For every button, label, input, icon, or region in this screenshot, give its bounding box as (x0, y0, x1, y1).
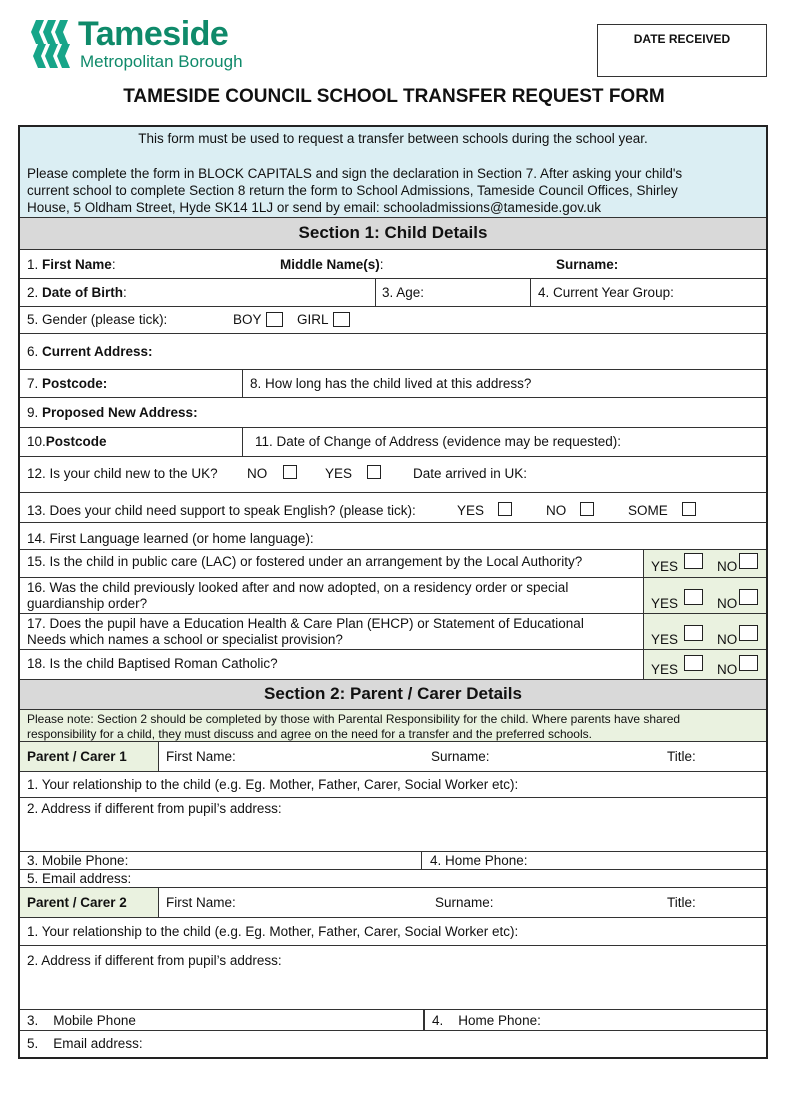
section2-title: Section 2: Parent / Carer Details (264, 684, 522, 703)
q17-no-checkbox[interactable] (739, 625, 758, 641)
q16-yes-checkbox[interactable] (684, 589, 703, 605)
intro-line-3: current school to complete Section 8 return the form to School Admissions, Tameside Council Offices, Shirley (27, 183, 678, 198)
q9-number: 9. (27, 405, 39, 420)
row-ehcp (20, 614, 766, 650)
q16-yes-label: YES (651, 596, 679, 611)
middle-name-colon: : (379, 257, 384, 272)
q13-no-checkbox[interactable] (580, 502, 594, 516)
q2-number: 2. (27, 285, 39, 300)
row-current-address[interactable] (20, 334, 766, 370)
carer2-relationship-label: 1. Your relationship to the child (e.g. Eg. Mother, Father, Carer, Social Worker etc): (27, 924, 519, 939)
current-address-label: Current Address: (42, 344, 153, 359)
carer1-relationship-row[interactable] (20, 772, 766, 798)
how-long-label: 8. How long has the child lived at this address? (250, 376, 532, 391)
proposed-address-label: Proposed New Address: (42, 405, 198, 420)
intro-line-2: Please complete the form in BLOCK CAPITALS and sign the declaration in Section 7. After asking your child's (27, 166, 683, 181)
date-arrived-label: Date arrived in UK: (413, 466, 528, 481)
carer1-surname-label: Surname: (431, 749, 490, 764)
carer1-mobile-label: 3. Mobile Phone: (27, 853, 129, 868)
intro-line-4: House, 5 Oldham Street, Hyde SK14 1LJ or send by email: schooladmissions@tameside.gov.uk (27, 200, 601, 215)
carer1-home-cell[interactable] (421, 852, 766, 869)
q13-yes-label: YES (457, 503, 485, 518)
carer1-address-label: 2. Address if different from pupil’s address: (27, 801, 282, 816)
first-name-label: First Name (42, 257, 112, 272)
boy-checkbox[interactable] (266, 312, 283, 327)
section1-heading (20, 218, 766, 250)
carer1-address-row[interactable] (20, 798, 766, 852)
q13-some-checkbox[interactable] (682, 502, 696, 516)
carer2-surname-label: Surname: (435, 895, 494, 910)
q12-no-label: NO (247, 466, 268, 481)
carer1-name-row (20, 742, 766, 772)
carer2-mobile-number: 3. (27, 1013, 39, 1028)
date-received-box (597, 24, 767, 77)
q12-yes-checkbox[interactable] (367, 465, 381, 479)
carer1-label-cell (20, 742, 158, 771)
section1-title: Section 1: Child Details (298, 223, 488, 242)
carer1-phone-row (20, 852, 766, 870)
carer1-email-row[interactable] (20, 870, 766, 888)
q12-yes-label: YES (325, 466, 353, 481)
year-group-label: 4. Current Year Group: (538, 285, 674, 300)
q14-label: 14. First Language learned (or home language): (27, 531, 314, 546)
row-lac (20, 550, 766, 578)
carer2-home-cell[interactable] (423, 1010, 766, 1030)
dob-label: Date of Birth (42, 285, 124, 300)
carer2-email-number: 5. (27, 1036, 39, 1051)
row-proposed-address[interactable] (20, 398, 766, 428)
q18-yes-checkbox[interactable] (684, 655, 703, 671)
q18-yes-no (643, 650, 766, 679)
carer2-phone-row (20, 1010, 766, 1031)
q13-some-label: SOME (628, 503, 668, 518)
gender-label: 5. Gender (please tick): (27, 312, 168, 327)
q1-number: 1. (27, 257, 39, 272)
note-line-1: Please note: Section 2 should be completed by those with Parental Responsibility for the child. Where parents have shared (27, 712, 681, 726)
q16-no-label: NO (717, 596, 738, 611)
q17-line-2: Needs which names a school or specialist provision? (27, 632, 343, 647)
carer2-name-fields[interactable] (158, 888, 766, 917)
new-postcode-label: Postcode (45, 434, 107, 449)
q15-no-label: NO (717, 559, 738, 574)
q10-number: 10. (27, 434, 46, 449)
q18-no-label: NO (717, 662, 738, 677)
q18-no-checkbox[interactable] (739, 655, 758, 671)
logo-subtitle: Metropolitan Borough (80, 52, 243, 71)
q15-yes-checkbox[interactable] (684, 553, 703, 569)
q15-label: 15. Is the child in public care (LAC) or fostered under an arrangement by the Local Authority? (27, 554, 583, 569)
postcode-label: Postcode: (42, 376, 108, 391)
date-received-label: DATE RECEIVED (633, 32, 731, 46)
q15-yes-label: YES (651, 559, 679, 574)
row-new-to-uk (20, 457, 766, 493)
transfer-form (18, 125, 768, 1059)
carer2-address-label: 2. Address if different from pupil’s address: (27, 953, 282, 968)
q18-yes-label: YES (651, 662, 679, 677)
row-postcode (20, 370, 766, 398)
q16-yes-no (643, 578, 766, 613)
carer2-label: Parent / Carer 2 (27, 895, 127, 910)
row-english-support (20, 493, 766, 523)
carer1-label: Parent / Carer 1 (27, 749, 127, 764)
q16-line-1: 16. Was the child previously looked after and now adopted, on a residency order or special (27, 580, 569, 595)
q17-yes-no (643, 614, 766, 649)
row-catholic (20, 650, 766, 680)
intro-line-1: This form must be used to request a transfer between schools during the school year. (138, 131, 648, 146)
carer2-relationship-row[interactable] (20, 918, 766, 946)
q17-yes-label: YES (651, 632, 679, 647)
carer2-name-row (20, 888, 766, 918)
age-label: 3. Age: (382, 285, 425, 300)
section2-heading (20, 680, 766, 710)
carer2-home-number: 4. (432, 1013, 444, 1028)
girl-label: GIRL (297, 312, 329, 327)
q17-yes-checkbox[interactable] (684, 625, 703, 641)
row-gender (20, 307, 766, 334)
date-change-label: 11. Date of Change of Address (evidence may be requested): (255, 434, 621, 449)
carer1-home-label: 4. Home Phone: (430, 853, 528, 868)
q12-no-checkbox[interactable] (283, 465, 297, 479)
carer2-first-name-label: First Name: (166, 895, 236, 910)
note-line-2: responsibility for a child, they must discuss and agree on the need for a transfer and the preferred schools. (27, 727, 592, 741)
year-group-cell[interactable] (530, 279, 766, 306)
intro-block (20, 127, 766, 218)
carer2-home-label: Home Phone: (458, 1013, 541, 1028)
q13-no-label: NO (546, 503, 567, 518)
surname-label: Surname: (556, 257, 619, 272)
carer2-email-row[interactable] (20, 1031, 766, 1057)
girl-checkbox[interactable] (333, 312, 350, 327)
carer2-mobile-label: Mobile Phone (53, 1013, 136, 1028)
q15-yes-no (643, 550, 766, 577)
carer2-label-cell (20, 888, 158, 917)
carer1-email-label: 5. Email address: (27, 871, 132, 886)
row-adopted (20, 578, 766, 614)
section2-note (20, 710, 766, 742)
carer1-first-name-label: First Name: (166, 749, 236, 764)
q17-line-1: 17. Does the pupil have a Education Health & Care Plan (EHCP) or Statement of Educational (27, 616, 584, 631)
row-first-language[interactable] (20, 523, 766, 550)
age-cell[interactable] (375, 279, 530, 306)
carer2-email-label: Email address: (53, 1036, 143, 1051)
q17-no-label: NO (717, 632, 738, 647)
q6-number: 6. (27, 344, 39, 359)
q13-yes-checkbox[interactable] (498, 502, 512, 516)
carer1-name-fields[interactable] (158, 742, 766, 771)
q7-number: 7. (27, 376, 39, 391)
logo-name: Tameside (78, 15, 229, 53)
carer2-address-row[interactable] (20, 946, 766, 1010)
first-name-colon: : (111, 257, 116, 272)
boy-label: BOY (233, 312, 262, 327)
middle-name-label: Middle Name(s) (280, 257, 380, 272)
how-long-cell[interactable] (242, 370, 766, 397)
q16-line-2: guardianship order? (27, 596, 148, 611)
row-new-postcode (20, 428, 766, 457)
carer2-title-label: Title: (667, 895, 696, 910)
q15-no-checkbox[interactable] (739, 553, 758, 569)
dob-colon: : (123, 285, 127, 300)
row-dob (20, 279, 766, 307)
tameside-wave-icon (30, 16, 76, 70)
q13-label: 13. Does your child need support to speak English? (please tick): (27, 503, 416, 518)
carer1-title-label: Title: (667, 749, 696, 764)
q18-label: 18. Is the child Baptised Roman Catholic? (27, 656, 278, 671)
page-title: TAMESIDE COUNCIL SCHOOL TRANSFER REQUEST FORM (123, 86, 665, 107)
q12-label: 12. Is your child new to the UK? (27, 466, 218, 481)
row-names[interactable] (20, 250, 766, 279)
tameside-logo (30, 14, 290, 74)
date-change-cell[interactable] (242, 428, 766, 456)
q16-no-checkbox[interactable] (739, 589, 758, 605)
carer1-relationship-label: 1. Your relationship to the child (e.g. Eg. Mother, Father, Carer, Social Worker etc): (27, 777, 519, 792)
